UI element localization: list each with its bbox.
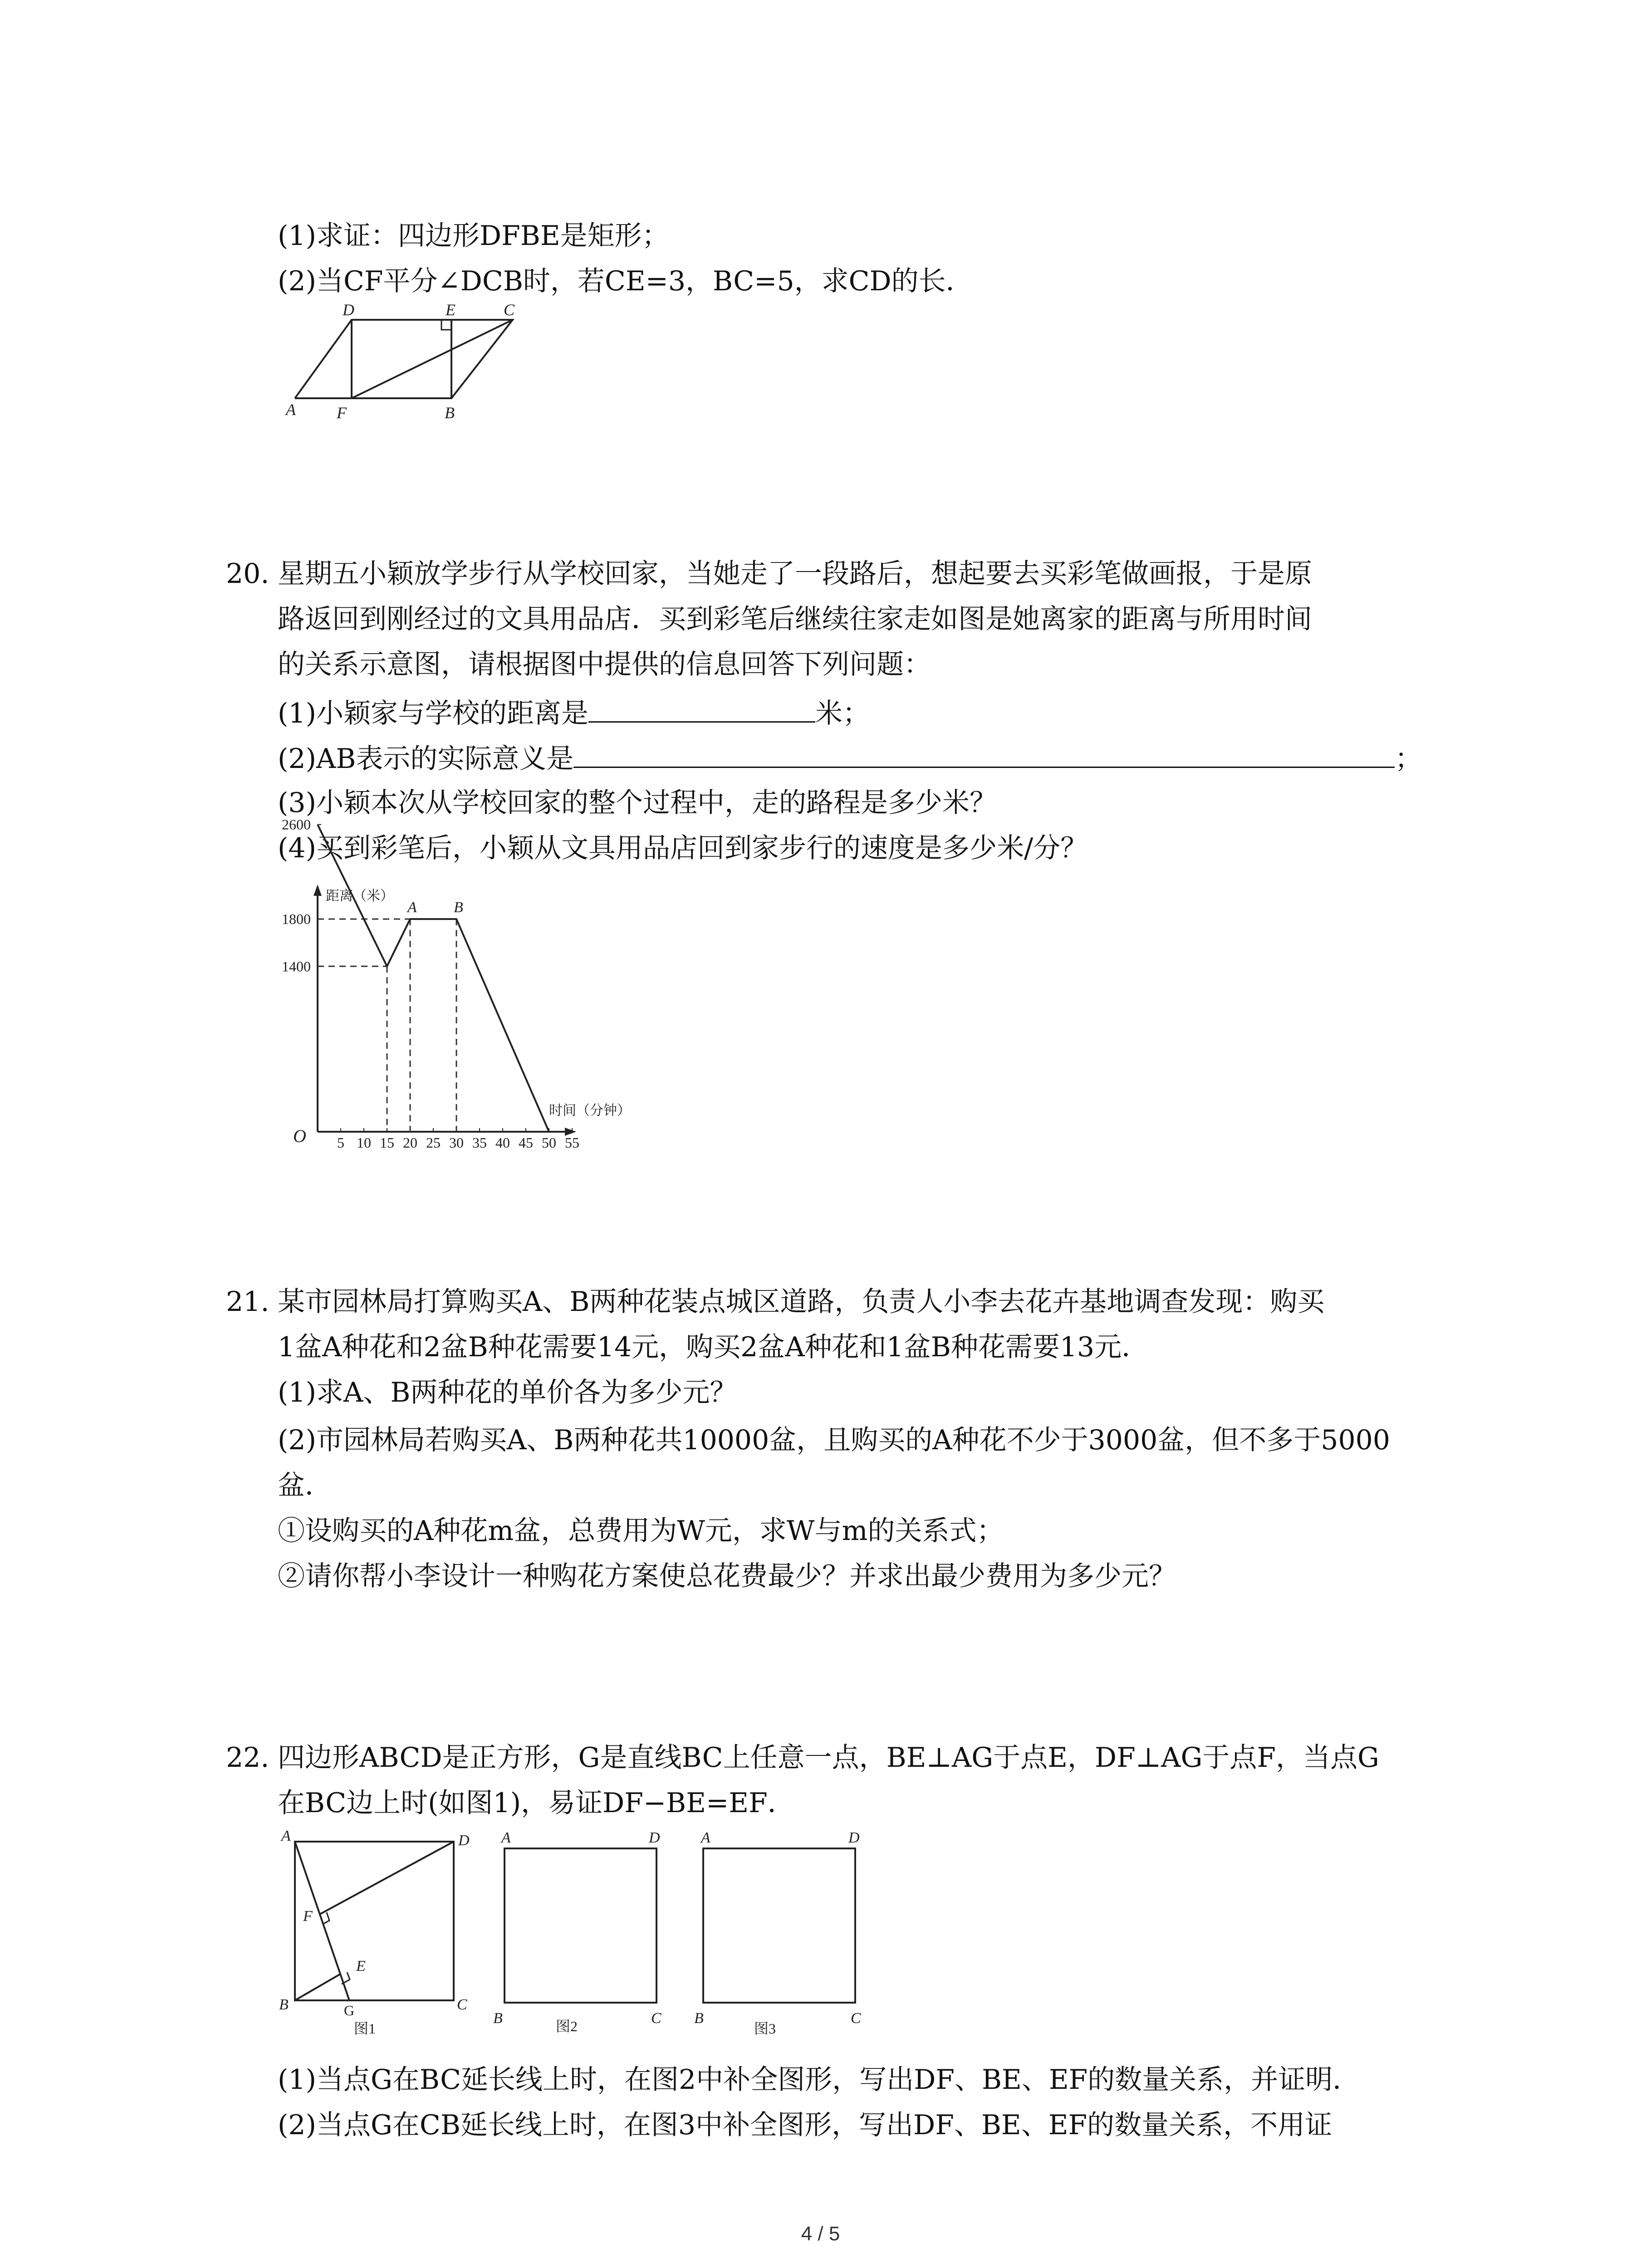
q22-figure-2 (505, 1848, 656, 2003)
fig19-label-f: F (337, 404, 347, 422)
fig3-caption: 图3 (754, 2020, 776, 2037)
fig1-caption: 图1 (354, 2020, 376, 2037)
y-tick-label: 2600 (282, 816, 311, 833)
x-tick-label: 55 (565, 1134, 579, 1151)
x-tick-label: 50 (542, 1134, 556, 1151)
point-label-b: B (454, 899, 463, 916)
q20-line2: 路返回到刚经过的文具用品店．买到彩笔后继续往家走如图是她离家的距离与所用时间 (278, 603, 1312, 635)
x-tick-label: 45 (519, 1134, 533, 1151)
x-tick-label: 25 (426, 1134, 441, 1151)
q21-number: 21. (226, 1286, 269, 1318)
fig1-label-d: D (458, 1832, 470, 1849)
fig19-label-a: A (286, 401, 296, 419)
x-tick-label: 40 (495, 1134, 510, 1151)
x-tick-label: 10 (357, 1134, 371, 1151)
fig1-label-a: A (281, 1828, 291, 1844)
q20-part1-unit: 米； (815, 698, 870, 729)
fig3-label-d: D (848, 1829, 860, 1846)
q22-part1: (1)当点G在BC延长线上时，在图2中补全图形，写出DF、BE、EF的数量关系，并证明． (278, 2064, 1360, 2096)
fig1-label-f: F (303, 1908, 313, 1925)
fig2-label-d: D (649, 1829, 660, 1846)
q21-line1: 某市园林局打算购买A、B两种花装点城区道路，负责人小李去花卉基地调查发现：购买 (278, 1286, 1325, 1318)
fig19-label-d: D (343, 301, 354, 319)
q21-line2: 1盆A种花和2盆B种花需要14元，购买2盆A种花和1盆B种花需要13元． (278, 1331, 1149, 1363)
fig19-label-e: E (446, 301, 456, 319)
fig3-label-c: C (851, 2010, 861, 2027)
q20-part4: (4)买到彩笔后，小颖从文具用品店回到家步行的速度是多少米/分？ (278, 832, 1088, 864)
fig1-label-c: C (457, 1996, 467, 2013)
q22-figures (272, 1828, 907, 2046)
fig3-label-b: B (694, 2010, 704, 2027)
x-tick-label: 30 (449, 1134, 464, 1151)
q20-part1-text: (1)小颖家与学校的距离是 (278, 698, 588, 729)
q21-sub1: ①设购买的A种花m盆，总费用为W元，求W与m的关系式； (278, 1515, 1004, 1547)
page-number: 4 / 5 (801, 2223, 840, 2245)
origin-label: O (293, 1126, 306, 1146)
fig2-label-c: C (651, 2010, 661, 2027)
q19-part2: (2)当CF平分∠DCB时，若CE=3，BC=5，求CD的长． (278, 265, 973, 297)
fig1-label-e: E (356, 1958, 366, 1975)
q22-figure-3 (703, 1848, 855, 2003)
q22-line1: 四边形ABCD是正方形，G是直线BC上任意一点，BE⊥AG于点E，DF⊥AG于点F，当点G (278, 1742, 1379, 1774)
fig19-label-b: B (445, 404, 455, 422)
q21-part2b: 盆． (278, 1470, 332, 1501)
q20-number: 20. (226, 558, 269, 590)
fig19-label-c: C (504, 301, 515, 319)
x-tick-label: 35 (472, 1134, 487, 1151)
q20-part2-text: (2)AB表示的实际意义是 (278, 743, 574, 775)
x-tick-label: 15 (380, 1134, 394, 1151)
q20-line3: 的关系示意图，请根据图中提供的信息回答下列问题： (278, 649, 931, 680)
point-label-a: A (407, 899, 417, 916)
q21-part2a: (2)市园林局若购买A、B两种花共10000盆，且购买的A种花不少于3000盆，但不多于5000 (278, 1424, 1390, 1456)
y-axis-arrow (314, 885, 322, 896)
y-axis-label: 距离（米） (326, 889, 394, 904)
fig2-label-b: B (493, 2010, 503, 2027)
q19-part1: (1)求证：四边形DFBE是矩形； (278, 220, 669, 252)
y-tick-label: 1400 (282, 958, 311, 975)
x-axis-label: 时间（分钟） (549, 1103, 631, 1118)
q20-line1: 星期五小颖放学步行从学校回家，当她走了一段路后，想起要去买彩笔做画报，于是原 (278, 558, 1312, 590)
x-tick-label: 20 (403, 1134, 417, 1151)
fig1-label-g: G (344, 2002, 355, 2019)
distance-series-line (318, 825, 549, 1132)
q22-part2: (2)当点G在CB延长线上时，在图3中补全图形，写出DF、BE、EF的数量关系，不用证 (278, 2109, 1332, 2141)
y-tick-label: 1800 (282, 911, 311, 928)
fig1-label-b: B (279, 1996, 289, 2013)
fig2-label-a: A (501, 1829, 511, 1846)
fig2-caption: 图2 (556, 2018, 578, 2034)
q22-figure-1 (295, 1842, 454, 2000)
q22-number: 22. (226, 1742, 269, 1774)
q21-part1: (1)求A、B两种花的单价各为多少元？ (278, 1377, 737, 1408)
q20-part2-end: ； (1395, 743, 1422, 775)
q22-line2: 在BC边上时(如图1)，易证DF−BE=EF． (278, 1787, 795, 1819)
x-tick-label: 5 (337, 1134, 344, 1151)
q21-sub2: ②请你帮小李设计一种购花方案使总花费最少？并求出最少费用为多少元？ (278, 1560, 1176, 1592)
q20-part3: (3)小颖本次从学校回家的整个过程中，走的路程是多少米？ (278, 787, 997, 819)
fig3-label-a: A (701, 1829, 710, 1846)
